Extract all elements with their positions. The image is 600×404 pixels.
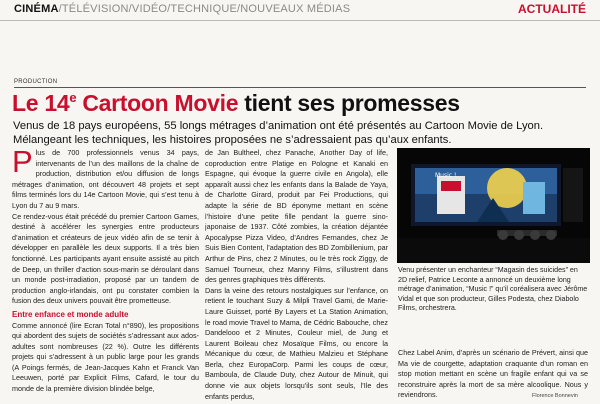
article-column-1 [12, 148, 199, 404]
paragraph-adult-themes: Comme annoncé (lire Ecran Total n°890), les propositions qui abordent des sujets de sociétés s’adressant aux ados-adultes sont nombreuses (22 %). Outre les différents projets qui s’adressent à un public large pour les grands (A Poings fermés, de Jean-Jacques Kahn et Franck Van Leeuwen, porté par Explicit Films, Cafard, le tour du monde de la première division blindée belge, [12, 320, 199, 394]
section-label: PRODUCTION [14, 79, 58, 85]
drop-cap: P [12, 148, 33, 179]
stage-photo-illustration [397, 148, 590, 263]
top-navigation [0, 0, 600, 21]
author-credit: Florence Bonnevin [532, 393, 578, 399]
paragraph-nostalgia: Dans la veine des retours nostalgiques sur l’enfance, on retient le touchant Suzy & Milpli Travel Gami, de Marie-Laure Guisset, porté By Layers et La Station Animation, le road movie Travel to Mama, de Cédric Babouche, chez Dandelooo et 2 Minutes, Couleur miel, de Jung et Laurent Boileau chez Mosaïque Films, ou encore la Mécanique du cœur, de Mathieu Malzieu et Stéphane Berla, chez EuropaCorp. Parmi les coups de cœur, Bamboula, de Claude Duty, chez Autour de Minuit, qui donne vie aux objets lorsqu’ils sont seuls, l’Ile des enfants perdus, [205, 285, 388, 401]
paragraph-cartoon-games: Ce rendez-vous était précédé du premier Cartoon Games, destiné à accélérer les synergies entre producteurs d’animation et créateurs de jeux vidéo afin de se tenir à développer en parallèle les deux supports. Il a très bien fonctionné. Les participants ayant ensuite assisté au pitch de Deep, un thriller d’action sous-marin se déroulant dans un monde post-irradiation, proposé par un tandem de production anglo-irlandais, ont pu constater combien la fusion des deux univers pouvait être prometteuse. [12, 211, 199, 306]
nav-separator: / [237, 3, 241, 15]
screen-title-text: Music ! [435, 172, 457, 179]
nav-item-cinema[interactable]: CINÉMA [14, 3, 59, 15]
nav-separator: / [167, 3, 171, 15]
nav-separator: / [58, 3, 62, 15]
nav-item-video[interactable]: VIDÉO [131, 3, 168, 15]
paragraph-closing: Chez Label Anim, d’après un scénario de Prévert, ainsi que Ma vie de courgette, adaptation craquante d’un roman en stop motion mettant en scène un fragile enfant qui va se reconstruire après la mort de sa mère alcoolique. Nous y reviendrons. [398, 348, 588, 400]
article-deck: Venus de 18 pays européens, 55 longs métrages d’animation ont été présentés au Cartoon Movie de Lyon. Mélangeant les techniques, les histoires proposées ne s’adressaient pas qu’aux enfants. [13, 120, 544, 146]
subheading: Entre enfance et monde adulte [12, 309, 129, 319]
nav-item-television[interactable]: TÉLÉVISION [61, 3, 129, 15]
paragraph-projects: de Jan Bultheel, chez Panache, Another Day of life, coproduction entre Platige en Pologne et Kanaki en Espagne, qui évoque la guerre civile en Angola), elle apparaît aussi chez les enfants dans la Balade de Yaya, de Charlotte Girard, produit par Fei Productions, qui adapte la série de BD éponyme mettant en scène l’histoire d’une petite fille pendant la guerre sino-japonaise de 1937. Côté zombies, la création déjantée Apocalypse Pizza Video, d’Andres Fernandes, chez Je Suis Bien Content, l’adaptation des BD Zombillenium, par Arthur de Pins, chez 2 Minutes, ou le très rock Ziggy, de Samuel Tourneux, chez Manny Films, s’illustrent dans des genres graphiques très différents. [205, 148, 388, 285]
paragraph-intro: lus de 700 professionnels venus 34 pays, intervenants de l’un des maillons de la chaîne de production, distribution et/ou diffusion de longs métrages d’animation, ont découvert 48 projets et sept films terminés lors du 14e Cartoon Movie, qui s’est tenu à Lyon du 7 au 9 mars. [12, 148, 199, 210]
article-column-2 [205, 148, 388, 404]
title-superscript: e [69, 90, 77, 105]
category-menu [14, 3, 350, 15]
page-title [12, 90, 460, 117]
event-photo [397, 148, 590, 263]
title-suffix: tient ses promesses [238, 90, 460, 116]
photo-caption: Venu présenter un enchanteur “Magasin des suicides” en 2D relief, Patrice Leconte a annoncé un deuxième long métrage d’animation, “Music !” qu’il coréalisera avec Jérôme Vidal et que son producteur, Gilles Podesta, chez Diabolo Films, orchestrera. [398, 266, 588, 313]
section-divider [14, 87, 586, 88]
title-event-name: Cartoon Movie [76, 90, 239, 116]
title-prefix: Le 14 [12, 90, 70, 116]
section-tag: ACTUALITÉ [518, 2, 586, 16]
nav-item-technique[interactable]: TECHNIQUE [170, 3, 238, 15]
nav-separator: / [128, 3, 132, 15]
nav-item-nouveaux-medias[interactable]: NOUVEAUX MÉDIAS [240, 3, 351, 15]
